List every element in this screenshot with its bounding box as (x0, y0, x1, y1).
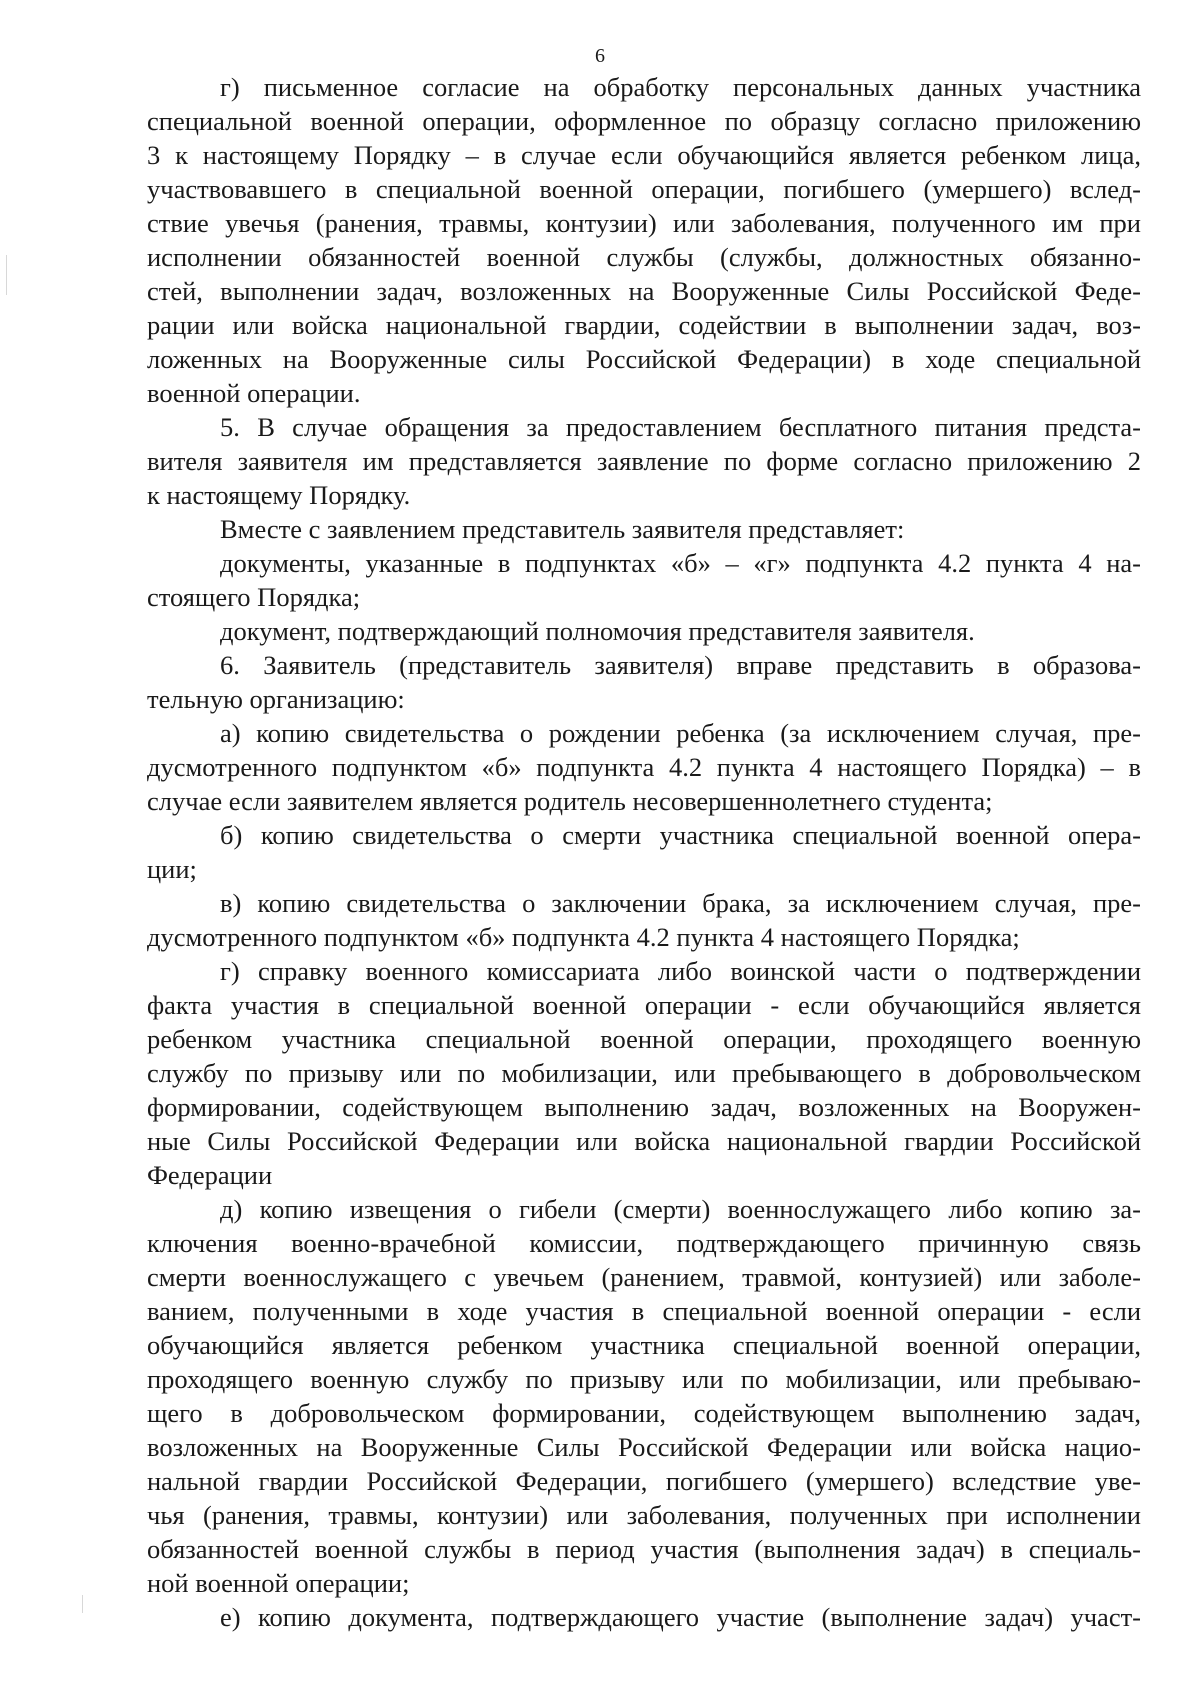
text-line: обучающийся является ребенком участника специальной военной операции, (147, 1330, 1141, 1360)
text-line: г) справку военного комиссариата либо воинской части о подтверждении (220, 956, 1141, 986)
text-line: ребенком участника специальной военной операции, проходящего военную (147, 1024, 1141, 1054)
text-line: Федерации (147, 1160, 273, 1190)
text-line: щего в добровольческом формировании, содействующем выполнению задач, (147, 1398, 1141, 1428)
text-line: чья (ранения, травмы, контузии) или заболевания, полученных при исполнении (147, 1500, 1141, 1530)
text-line: ложенных на Вооруженные силы Российской Федерации) в ходе специальной (147, 344, 1141, 374)
text-line: дусмотренного подпунктом «б» подпункта 4.2 пункта 4 настоящего Порядка) – в (147, 752, 1141, 782)
text-line: документы, указанные в подпунктах «б» – «г» подпункта 4.2 пункта 4 на- (220, 548, 1141, 578)
text-line: исполнении обязанностей военной службы (службы, должностных обязанно- (147, 242, 1141, 272)
text-line: е) копию документа, подтверждающего участие (выполнение задач) участ- (220, 1602, 1141, 1632)
text-line: смерти военнослужащего с увечьем (ранением, травмой, контузией) или заболе- (147, 1262, 1141, 1292)
text-line: документ, подтверждающий полномочия представителя заявителя. (220, 616, 975, 646)
scan-edge-mark (82, 1595, 83, 1613)
text-line: обязанностей военной службы в период участия (выполнения задач) в специаль- (147, 1534, 1141, 1564)
text-line: стоящего Порядка; (147, 582, 361, 612)
text-line: ключения военно-врачебной комиссии, подтверждающего причинную связь (147, 1228, 1141, 1258)
text-line: б) копию свидетельства о смерти участника специальной военной опера- (220, 820, 1141, 850)
text-line: факта участия в специальной военной операции - если обучающийся является (147, 990, 1141, 1020)
text-line: формировании, содействующем выполнению задач, возложенных на Вооружен- (147, 1092, 1141, 1122)
document-body (147, 70, 1141, 1634)
text-line: специальной военной операции, оформленное по образцу согласно приложению (147, 106, 1141, 136)
text-line: 3 к настоящему Порядку – в случае если обучающийся является ребенком лица, (147, 140, 1141, 170)
text-line: стей, выполнении задач, возложенных на Вооруженные Силы Российской Феде- (147, 276, 1141, 306)
text-line: в) копию свидетельства о заключении брака, за исключением случая, пре- (220, 888, 1141, 918)
scan-edge-mark (6, 255, 7, 295)
text-line: участвовавшего в специальной военной операции, погибшего (умершего) вслед- (147, 174, 1141, 204)
page-number: 6 (595, 45, 605, 67)
text-line: г) письменное согласие на обработку персональных данных участника (220, 72, 1141, 102)
text-line: ванием, полученными в ходе участия в специальной военной операции - если (147, 1296, 1141, 1326)
text-line: дусмотренного подпунктом «б» подпункта 4.2 пункта 4 настоящего Порядка; (147, 922, 1020, 952)
text-line: военной операции. (147, 378, 361, 408)
text-line: ствие увечья (ранения, травмы, контузии) или заболевания, полученного им при (147, 208, 1141, 238)
text-line: случае если заявителем является родитель несовершеннолетнего студента; (147, 786, 993, 816)
text-line: ции; (147, 854, 197, 884)
text-line: к настоящему Порядку. (147, 480, 411, 510)
text-line: Вместе с заявлением представитель заявителя представляет: (220, 514, 905, 544)
text-line: рации или войска национальной гвардии, содействии в выполнении задач, воз- (147, 310, 1141, 340)
text-line: 5. В случае обращения за предоставлением бесплатного питания предста- (220, 412, 1141, 442)
text-line: а) копию свидетельства о рождении ребенка (за исключением случая, пре- (220, 718, 1141, 748)
text-line: проходящего военную службу по призыву или по мобилизации, или пребываю- (147, 1364, 1141, 1394)
text-line: вителя заявителя им представляется заявление по форме согласно приложению 2 (147, 446, 1141, 476)
text-line: д) копию извещения о гибели (смерти) военнослужащего либо копию за- (220, 1194, 1141, 1224)
text-line: возложенных на Вооруженные Силы Российской Федерации или войска нацио- (147, 1432, 1141, 1462)
text-line: ной военной операции; (147, 1568, 410, 1598)
text-line: 6. Заявитель (представитель заявителя) вправе представить в образова- (220, 650, 1141, 680)
text-line: тельную организацию: (147, 684, 405, 714)
text-line: службу по призыву или по мобилизации, или пребывающего в добровольческом (147, 1058, 1141, 1088)
text-line: ные Силы Российской Федерации или войска национальной гвардии Российской (147, 1126, 1141, 1156)
text-line: нальной гвардии Российской Федерации, погибшего (умершего) вследствие уве- (147, 1466, 1141, 1496)
